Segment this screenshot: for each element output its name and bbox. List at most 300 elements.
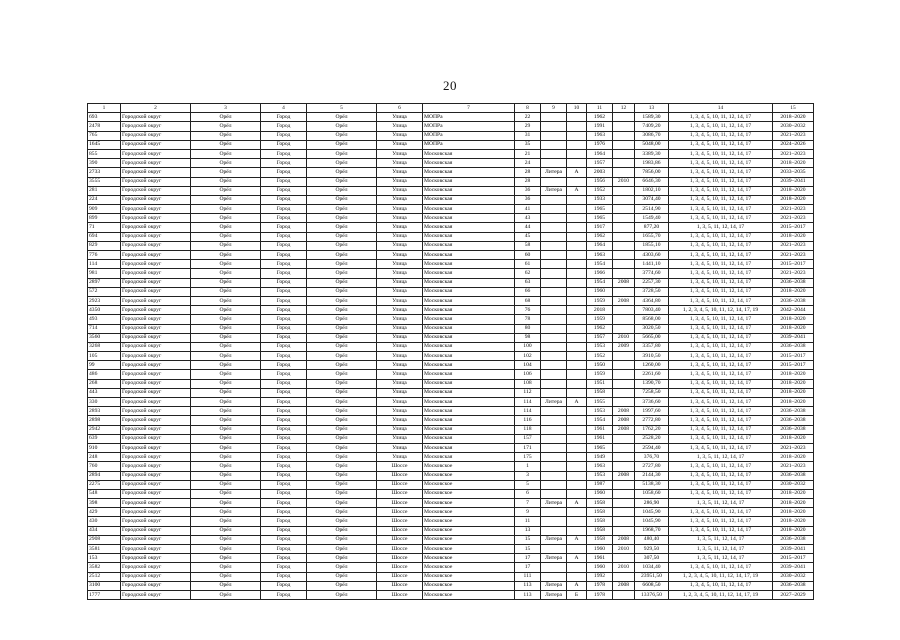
table-cell: Улица <box>377 168 423 177</box>
table-cell: 2009 <box>613 342 635 351</box>
table-cell: Орёл <box>191 168 261 177</box>
table-cell: Орёл <box>307 443 377 452</box>
table-cell: 1, 3, 4, 5, 10, 11, 12, 14, 17 <box>669 370 773 379</box>
table-cell: Б <box>567 590 587 599</box>
table-cell: Улица <box>377 195 423 204</box>
table-cell: Город <box>261 462 307 471</box>
table-cell: 114 <box>515 398 541 407</box>
table-cell: Городской округ <box>121 186 191 195</box>
table-cell: 28 <box>515 177 541 186</box>
table-cell: А <box>567 581 587 590</box>
table-cell <box>567 489 587 498</box>
table-cell: Городской округ <box>121 489 191 498</box>
table-cell <box>613 499 635 508</box>
table-cell: 2018–2020 <box>773 315 814 324</box>
table-cell: 2018–2020 <box>773 324 814 333</box>
table-cell: 330 <box>88 398 121 407</box>
table-cell: Городской округ <box>121 471 191 480</box>
table-cell: 1058,60 <box>635 489 669 498</box>
table-cell: А <box>567 398 587 407</box>
table-cell: 1965 <box>587 205 613 214</box>
table-cell: 2021–2023 <box>773 241 814 250</box>
table-cell: 248 <box>88 453 121 462</box>
table-cell: 2008 <box>613 581 635 590</box>
table-cell: 62 <box>515 269 541 278</box>
table-cell: 2727,80 <box>635 462 669 471</box>
table-cell: Городской округ <box>121 223 191 232</box>
table-cell: 2275 <box>88 480 121 489</box>
table-cell: 5665,00 <box>635 333 669 342</box>
table-cell: 910 <box>88 443 121 452</box>
table-cell: Город <box>261 342 307 351</box>
table-cell: 1260,00 <box>635 361 669 370</box>
table-cell: 6608,50 <box>635 581 669 590</box>
table-cell: Орёл <box>307 278 377 287</box>
table-cell: Городской округ <box>121 370 191 379</box>
table-cell: Орёл <box>307 398 377 407</box>
table-cell <box>613 489 635 498</box>
table-cell <box>613 572 635 581</box>
table-cell: Город <box>261 168 307 177</box>
table-row <box>88 443 814 452</box>
table-cell: 7258,50 <box>635 388 669 397</box>
table-cell: 2033–2035 <box>773 168 814 177</box>
column-number-row <box>88 104 814 113</box>
table-cell: Орёл <box>191 232 261 241</box>
table-cell: Городской округ <box>121 590 191 599</box>
table-cell: Городской округ <box>121 324 191 333</box>
table-cell: 1, 3, 4, 5, 10, 11, 12, 14, 17 <box>669 177 773 186</box>
table-cell: 3736,60 <box>635 398 669 407</box>
table-cell: 98 <box>515 333 541 342</box>
table-cell: Улица <box>377 333 423 342</box>
table-row <box>88 352 814 361</box>
table-cell <box>567 205 587 214</box>
table-cell <box>613 149 635 158</box>
table-cell: Городской округ <box>121 315 191 324</box>
table-row <box>88 278 814 287</box>
table-cell: Городской округ <box>121 535 191 544</box>
table-cell: Городской округ <box>121 269 191 278</box>
table-cell: Городской округ <box>121 232 191 241</box>
table-cell: Московское <box>423 499 515 508</box>
table-cell: Орёл <box>307 434 377 443</box>
table-cell: Московская <box>423 342 515 351</box>
table-cell <box>613 168 635 177</box>
table-cell: Городской округ <box>121 342 191 351</box>
column-number: 5 <box>307 104 377 113</box>
table-cell <box>613 140 635 149</box>
table-cell: Орёл <box>191 508 261 517</box>
table-cell: 855 <box>88 149 121 158</box>
table-cell: Улица <box>377 278 423 287</box>
table-cell: Улица <box>377 241 423 250</box>
table-cell: 105 <box>88 352 121 361</box>
table-cell: 1, 3, 4, 5, 10, 11, 12, 14, 17 <box>669 398 773 407</box>
table-cell: 1960 <box>587 545 613 554</box>
table-cell: Орёл <box>191 416 261 425</box>
table-cell: Городской округ <box>121 122 191 131</box>
table-cell: МОПРа <box>423 113 515 122</box>
table-cell: Городской округ <box>121 462 191 471</box>
table-cell: 1, 3, 4, 5, 10, 11, 12, 14, 17 <box>669 159 773 168</box>
table-cell: А <box>567 499 587 508</box>
table-row <box>88 306 814 315</box>
table-cell: Орёл <box>307 159 377 168</box>
table-cell: Городской округ <box>121 361 191 370</box>
table-cell: 1933 <box>587 195 613 204</box>
table-cell <box>541 434 567 443</box>
table-cell: Улица <box>377 140 423 149</box>
table-cell: 2010 <box>613 563 635 572</box>
table-cell: 1589,30 <box>635 113 669 122</box>
table-cell: 61 <box>515 260 541 269</box>
table-row <box>88 168 814 177</box>
table-cell <box>541 269 567 278</box>
table-cell: Город <box>261 278 307 287</box>
table-cell: 2021–2023 <box>773 462 814 471</box>
table-cell: Орёл <box>191 563 261 572</box>
table-cell: 1917 <box>587 223 613 232</box>
table-cell: Московская <box>423 425 515 434</box>
table-cell: 5048,00 <box>635 140 669 149</box>
table-cell: Московская <box>423 453 515 462</box>
table-cell: 15 <box>515 535 541 544</box>
table-cell: 1965 <box>587 214 613 223</box>
table-cell: Городской округ <box>121 131 191 140</box>
table-cell: 76 <box>515 306 541 315</box>
table-cell: Московская <box>423 434 515 443</box>
table-cell: 1, 3, 4, 5, 10, 11, 12, 14, 17 <box>669 324 773 333</box>
table-cell: 1968,70 <box>635 526 669 535</box>
table-cell <box>567 370 587 379</box>
table-cell: Город <box>261 545 307 554</box>
table-cell: Шоссе <box>377 590 423 599</box>
table-cell: 376,70 <box>635 453 669 462</box>
table-cell: Город <box>261 269 307 278</box>
table-cell: 434 <box>88 526 121 535</box>
table-cell: 4364,80 <box>635 296 669 305</box>
table-cell: Московская <box>423 361 515 370</box>
table-cell: 45 <box>515 232 541 241</box>
table-cell: 1965 <box>587 443 613 452</box>
table-cell <box>567 278 587 287</box>
table-cell: Город <box>261 526 307 535</box>
table-cell: 1, 3, 4, 5, 10, 11, 12, 14, 17 <box>669 434 773 443</box>
table-cell <box>567 269 587 278</box>
table-cell: Орёл <box>191 241 261 250</box>
table-cell: Орёл <box>307 590 377 599</box>
table-cell: Улица <box>377 205 423 214</box>
table-cell: 1983,86 <box>635 159 669 168</box>
table-cell: Город <box>261 517 307 526</box>
table-cell: Орёл <box>307 306 377 315</box>
table-cell: Орёл <box>307 581 377 590</box>
table-cell: 1962 <box>587 324 613 333</box>
table-cell: 1960 <box>587 287 613 296</box>
table-cell: Орёл <box>191 572 261 581</box>
table-cell: Орёл <box>191 333 261 342</box>
table-cell: МОПРа <box>423 122 515 131</box>
table-cell: Город <box>261 260 307 269</box>
table-cell: 78 <box>515 315 541 324</box>
table-cell: 430 <box>88 517 121 526</box>
table-cell <box>613 214 635 223</box>
table-cell: 1958 <box>587 499 613 508</box>
table-cell: 7 <box>515 499 541 508</box>
table-cell: Орёл <box>191 131 261 140</box>
table-cell: 2021–2023 <box>773 149 814 158</box>
table-cell: 760 <box>88 462 121 471</box>
table-cell: Орёл <box>307 508 377 517</box>
table-cell: 1953 <box>587 471 613 480</box>
table-cell: Городской округ <box>121 140 191 149</box>
table-cell: 2030–2032 <box>773 122 814 131</box>
table-cell: Улица <box>377 398 423 407</box>
table-cell: Городской округ <box>121 554 191 563</box>
table-cell <box>613 131 635 140</box>
table-cell: 2018–2020 <box>773 517 814 526</box>
table-cell <box>541 572 567 581</box>
table-cell: 22 <box>515 113 541 122</box>
table-row <box>88 177 814 186</box>
table-cell: 4350 <box>88 306 121 315</box>
table-cell: 1, 3, 4, 5, 10, 11, 12, 14, 17 <box>669 508 773 517</box>
table-cell: Городской округ <box>121 113 191 122</box>
table-cell: 5 <box>515 480 541 489</box>
table-row <box>88 572 814 581</box>
table-cell: 112 <box>515 388 541 397</box>
table-cell: Московская <box>423 306 515 315</box>
table-cell: Город <box>261 159 307 168</box>
table-cell: Шоссе <box>377 480 423 489</box>
table-cell: 307,50 <box>635 554 669 563</box>
table-cell: Литера <box>541 168 567 177</box>
table-cell <box>567 526 587 535</box>
table-row <box>88 499 814 508</box>
table-cell: Московская <box>423 195 515 204</box>
table-cell: 13 <box>515 526 541 535</box>
table-cell: 171 <box>515 443 541 452</box>
table-cell: Улица <box>377 453 423 462</box>
table-cell <box>541 140 567 149</box>
table-cell: 1, 3, 4, 5, 10, 11, 12, 14, 17 <box>669 361 773 370</box>
table-cell: Улица <box>377 407 423 416</box>
table-cell: Орёл <box>307 324 377 333</box>
table-cell: 1952 <box>587 352 613 361</box>
table-cell: Город <box>261 398 307 407</box>
table-row <box>88 113 814 122</box>
table-cell <box>541 223 567 232</box>
table-cell: Орёл <box>191 260 261 269</box>
table-cell <box>541 232 567 241</box>
table-cell <box>541 388 567 397</box>
table-cell: 17 <box>515 554 541 563</box>
table-cell: 1961 <box>587 425 613 434</box>
table-cell: 1957 <box>587 159 613 168</box>
table-cell: Московская <box>423 333 515 342</box>
table-cell: 1034,40 <box>635 563 669 572</box>
table-cell: Московское <box>423 563 515 572</box>
column-number: 15 <box>773 104 814 113</box>
table-cell <box>541 195 567 204</box>
table-row <box>88 315 814 324</box>
table-row <box>88 214 814 223</box>
table-cell: Шоссе <box>377 545 423 554</box>
table-cell: 1978 <box>587 590 613 599</box>
table-cell: Орёл <box>307 361 377 370</box>
table-cell: 1, 3, 4, 5, 10, 11, 12, 14, 17 <box>669 131 773 140</box>
table-cell: Шоссе <box>377 508 423 517</box>
table-cell: Городской округ <box>121 499 191 508</box>
table-cell <box>541 296 567 305</box>
table-cell: 2036–2038 <box>773 471 814 480</box>
table-cell: Город <box>261 416 307 425</box>
table-row <box>88 131 814 140</box>
table-cell: Орёл <box>307 113 377 122</box>
table-cell: 1962 <box>587 113 613 122</box>
table-cell: 2015–2017 <box>773 223 814 232</box>
table-cell <box>613 223 635 232</box>
table-cell: Городской округ <box>121 545 191 554</box>
table-cell: Орёл <box>307 296 377 305</box>
table-cell: Московская <box>423 159 515 168</box>
table-cell: 1802,10 <box>635 186 669 195</box>
table-cell <box>567 342 587 351</box>
table-cell: Московская <box>423 168 515 177</box>
table-row <box>88 122 814 131</box>
table-cell: 1953 <box>587 342 613 351</box>
table-cell: Шоссе <box>377 554 423 563</box>
table-cell: 2021–2023 <box>773 205 814 214</box>
table-cell: 1987 <box>587 480 613 489</box>
table-cell: 2942 <box>88 425 121 434</box>
table-cell: Московская <box>423 177 515 186</box>
table-cell: 1, 3, 4, 5, 10, 11, 12, 14, 17 <box>669 168 773 177</box>
table-cell: 2018 <box>587 306 613 315</box>
table-cell: 2018–2020 <box>773 379 814 388</box>
table-cell: 1, 3, 4, 5, 10, 11, 12, 14, 17 <box>669 388 773 397</box>
table-cell <box>613 554 635 563</box>
table-cell: 829 <box>88 241 121 250</box>
table-cell: Улица <box>377 177 423 186</box>
table-cell <box>613 443 635 452</box>
table-cell: Московская <box>423 149 515 158</box>
table-cell: Городской округ <box>121 260 191 269</box>
table-cell: Орёл <box>307 480 377 489</box>
table-cell <box>567 379 587 388</box>
table-cell <box>613 590 635 599</box>
table-cell: 2261,60 <box>635 370 669 379</box>
table-cell <box>541 278 567 287</box>
table-cell: Шоссе <box>377 499 423 508</box>
table-cell: 2030–2032 <box>773 572 814 581</box>
table-cell: 2027–2029 <box>773 590 814 599</box>
table-cell <box>541 287 567 296</box>
table-cell: Улица <box>377 223 423 232</box>
table-cell <box>613 269 635 278</box>
table-cell: 13376,50 <box>635 590 669 599</box>
table-cell: 2015–2017 <box>773 352 814 361</box>
table-cell: Город <box>261 434 307 443</box>
table-cell: 71 <box>88 223 121 232</box>
table-cell <box>613 315 635 324</box>
table-cell: 2018–2020 <box>773 526 814 535</box>
table-cell: 5138,30 <box>635 480 669 489</box>
table-cell: Московская <box>423 223 515 232</box>
table-cell: Орёл <box>307 517 377 526</box>
table-cell <box>567 462 587 471</box>
table-cell: Улица <box>377 342 423 351</box>
table-cell: Орёл <box>307 342 377 351</box>
table-cell: Московская <box>423 287 515 296</box>
table-cell: 1045,90 <box>635 517 669 526</box>
table-cell: Город <box>261 590 307 599</box>
table-cell: 1 <box>515 462 541 471</box>
table-cell: Городской округ <box>121 352 191 361</box>
table-cell: 1960 <box>587 489 613 498</box>
table-cell <box>541 370 567 379</box>
table-cell: Орёл <box>307 462 377 471</box>
table-cell <box>541 205 567 214</box>
table-cell: Город <box>261 453 307 462</box>
table-cell: Орёл <box>191 324 261 333</box>
table-cell <box>567 159 587 168</box>
table-cell: 4303,60 <box>635 251 669 260</box>
table-row <box>88 333 814 342</box>
table-cell: Город <box>261 140 307 149</box>
table-cell: Орёл <box>191 545 261 554</box>
table-cell: Орёл <box>191 177 261 186</box>
table-cell: Орёл <box>191 407 261 416</box>
table-cell: Орёл <box>191 287 261 296</box>
table-row <box>88 590 814 599</box>
table-cell: 28 <box>515 168 541 177</box>
table-cell: 1045,90 <box>635 508 669 517</box>
table-cell: 1, 3, 4, 5, 10, 11, 12, 14, 17 <box>669 149 773 158</box>
table-cell: 1, 3, 4, 5, 10, 11, 12, 14, 17 <box>669 287 773 296</box>
table-cell: 1, 3, 4, 5, 10, 11, 12, 14, 17 <box>669 517 773 526</box>
table-cell <box>613 195 635 204</box>
table-cell: Городской округ <box>121 195 191 204</box>
table-cell: 24 <box>515 159 541 168</box>
table-cell: 1, 3, 4, 5, 10, 11, 12, 14, 17 <box>669 563 773 572</box>
table-row <box>88 296 814 305</box>
table-cell: 2594,40 <box>635 443 669 452</box>
table-cell <box>541 241 567 250</box>
column-number: 4 <box>261 104 307 113</box>
table-cell: 2008 <box>613 471 635 480</box>
table-cell: Орёл <box>191 122 261 131</box>
table-row <box>88 324 814 333</box>
table-cell <box>613 526 635 535</box>
table-cell: 113 <box>515 581 541 590</box>
table-row <box>88 480 814 489</box>
table-row <box>88 508 814 517</box>
table-cell: Шоссе <box>377 581 423 590</box>
table-cell: Город <box>261 232 307 241</box>
table-cell: 111 <box>515 572 541 581</box>
table-cell: Город <box>261 499 307 508</box>
table-cell: 116 <box>515 416 541 425</box>
table-cell: 429 <box>88 508 121 517</box>
table-cell: 1, 2, 3, 4, 5, 10, 11, 12, 14, 17, 19 <box>669 590 773 599</box>
table-cell: 114 <box>88 260 121 269</box>
table-row <box>88 545 814 554</box>
table-cell: 443 <box>88 388 121 397</box>
table-cell: Орёл <box>307 260 377 269</box>
table-cell: Московская <box>423 315 515 324</box>
